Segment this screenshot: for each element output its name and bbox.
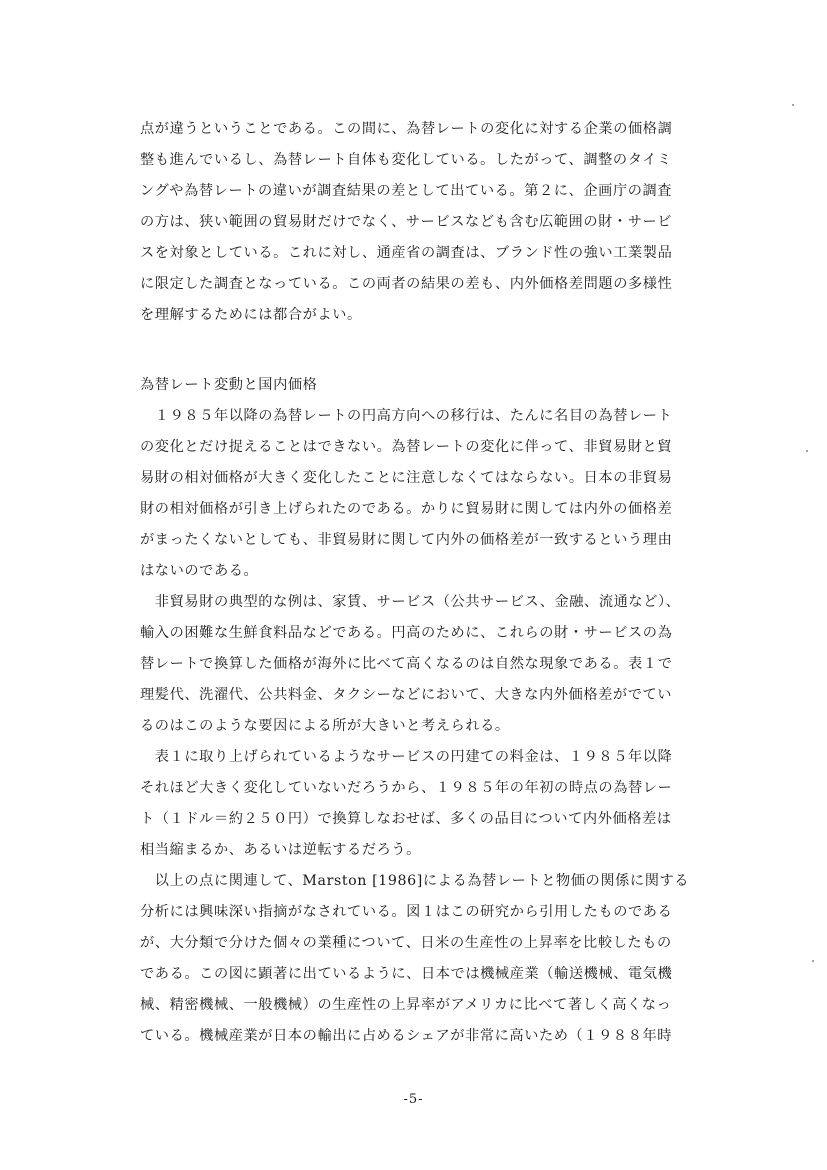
- paragraph-intro: [140, 114, 700, 331]
- text-line: ている。機械産業が日本の輸出に占めるシェアが非常に高いため（１９８８年時: [140, 1028, 673, 1044]
- text-line: 表１に取り上げられているようなサービスの円建ての料金は、１９８５年以降: [140, 749, 673, 765]
- text-line: に限定した調査となっている。この両者の結果の差も、内外価格差問題の多様性: [140, 276, 673, 292]
- text-line: 点が違うということである。この間に、為替レートの変化に対する企業の価格調: [140, 121, 673, 137]
- text-line: 財の相対価格が引き上げられたのである。かりに貿易財に関しては内外の価格差: [140, 501, 673, 517]
- section-body: [140, 401, 700, 1052]
- text-line: 械、精密機械、一般機械）の生産性の上昇率がアメリカに比べて著しく高くなっ: [140, 997, 672, 1013]
- text-line: 相当縮まるか、あるいは逆転するだろう。: [140, 842, 421, 858]
- text-line: 以上の点に関連して、Marston [1986]による為替レートと物価の関係に関する: [140, 873, 690, 889]
- text-line: がまったくないとしても、非貿易財に関して内外の価格差が一致するという理由: [140, 532, 673, 548]
- text-line: の方は、狭い範囲の貿易財だけでなく、サービスなども含む広範囲の財・サービ: [140, 214, 673, 230]
- text-line: 整も進んでいるし、為替レート自体も変化している。したがって、調整のタイミ: [140, 152, 672, 168]
- text-line: 理髪代、洗濯代、公共料金、タクシーなどにおいて、大きな内外価格差がでてい: [140, 687, 673, 703]
- text-line: 分析には興味深い指摘がなされている。図１はこの研究から引用したものである: [140, 904, 673, 920]
- text-line: ングや為替レートの違いが調査結果の差として出ている。第２に、企画庁の調査: [140, 183, 673, 199]
- text-line: 非貿易財の典型的な例は、家賃、サービス（公共サービス、金融、流通など）、: [140, 594, 681, 610]
- scan-speck: [806, 450, 808, 452]
- text-line: 輸入の困難な生鮮食料品などである。円高のために、これらの財・サービスの為: [140, 625, 673, 641]
- scan-speck: [812, 960, 814, 962]
- text-line: が、大分類で分けた個々の業種について、日米の生産性の上昇率を比較したもの: [140, 935, 672, 951]
- text-line: るのはこのような要因による所が大きいと考えられる。: [140, 718, 510, 734]
- text-line: スを対象としている。これに対し、通産省の調査は、ブランド性の強い工業製品: [140, 245, 673, 261]
- scan-speck: [792, 104, 794, 106]
- text-line: の変化とだけ捉えることはできない。為替レートの変化に伴って、非貿易財と貿: [140, 439, 673, 455]
- text-line: である。この図に顕著に出ているように、日本では機械産業（輸送機械、電気機: [140, 966, 673, 982]
- page-number: -5-: [403, 1092, 424, 1107]
- text-line: それほど大きく変化していないだろうから、１９８５年の年初の時点の為替レー: [140, 780, 673, 796]
- text-line: 替レートで換算した価格が海外に比べて高くなるのは自然な現象である。表１で: [140, 656, 673, 672]
- section-heading: 為替レート変動と国内価格: [140, 377, 318, 393]
- text-line: ト（１ドル＝約２５０円）で換算しなおせば、多くの品目について内外価格差は: [140, 811, 672, 827]
- text-line: はないのである。: [140, 563, 259, 579]
- text-line: １９８５年以降の為替レートの円高方向への移行は、たんに名目の為替レート: [140, 408, 673, 424]
- text-line: を理解するためには都合がよい。: [140, 307, 362, 323]
- text-line: 易財の相対価格が大きく変化したことに注意しなくてはならない。日本の非貿易: [140, 470, 673, 486]
